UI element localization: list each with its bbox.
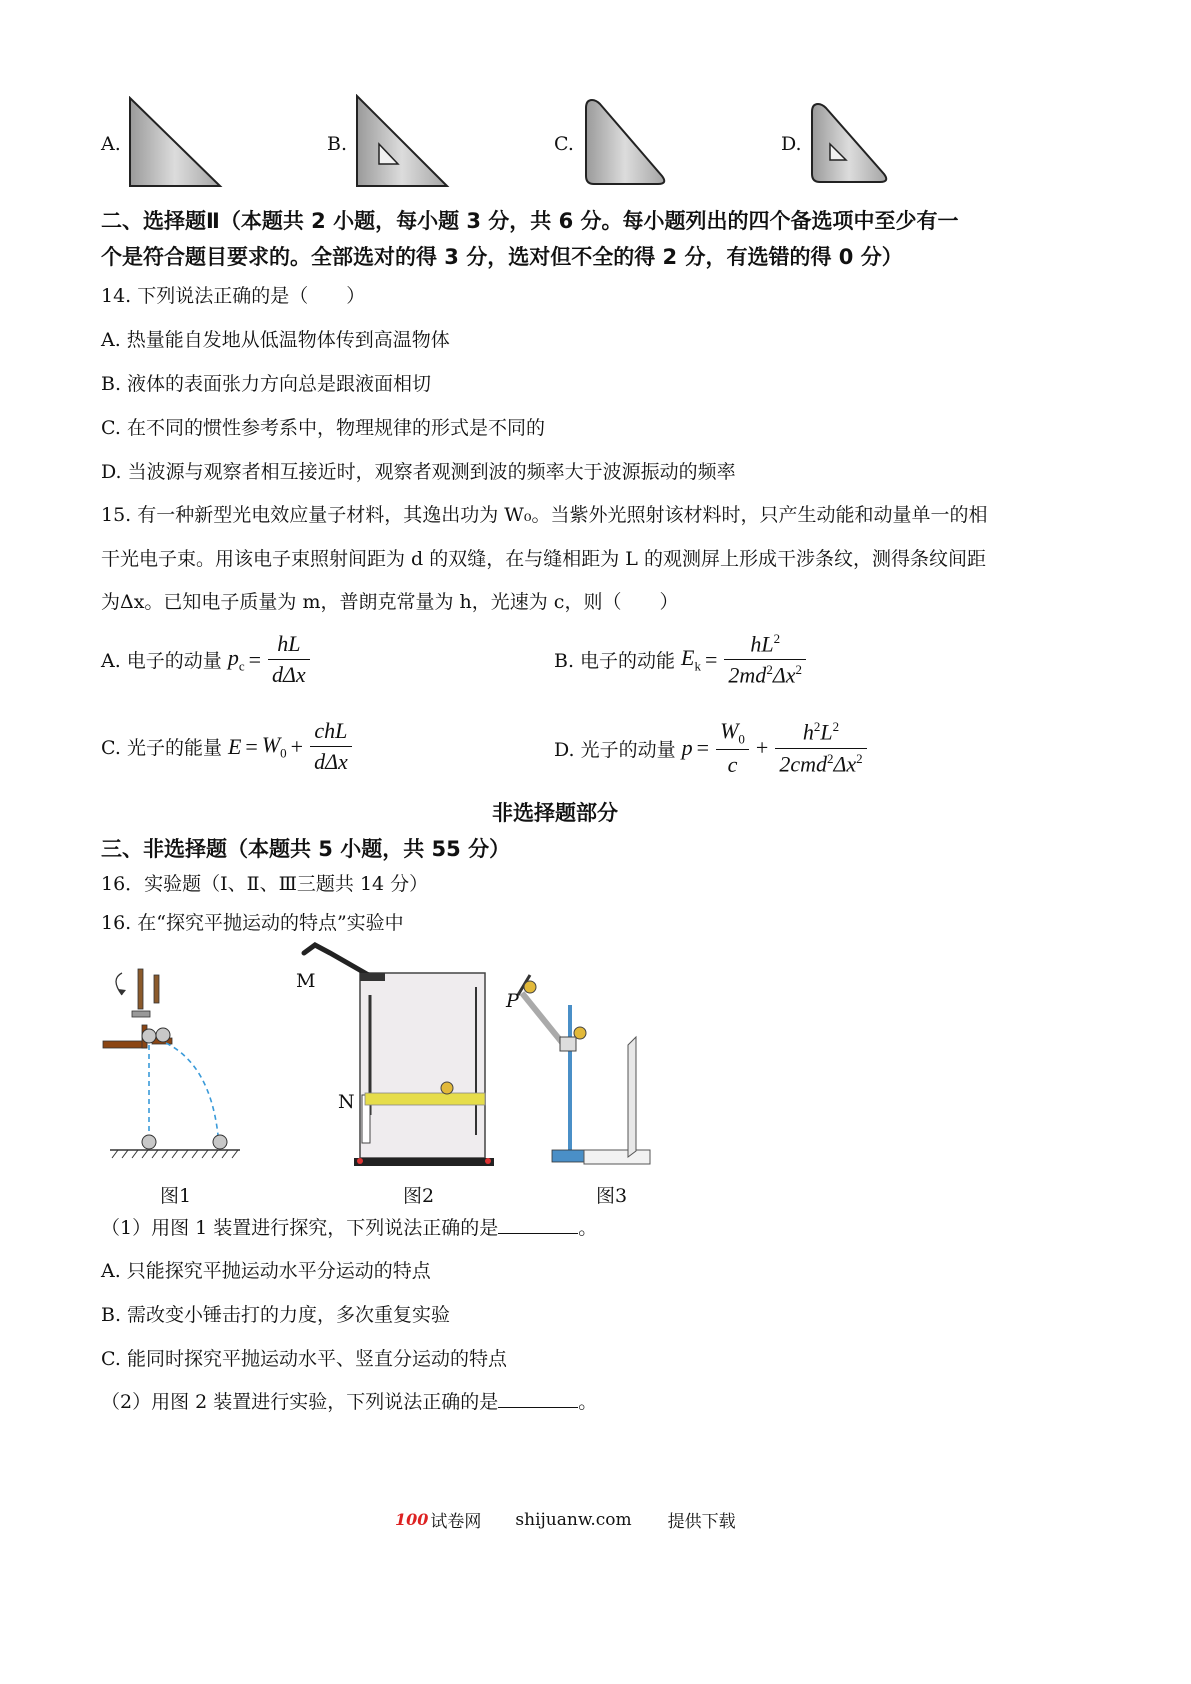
q15-line2: 干光电子束。用该电子束照射间距为 d 的双缝，在与缝相距为 L 的观测屏上形成干涉条纹，测得条纹间距 (101, 548, 986, 570)
q15-option-a-formula: $p_c$ (227, 644, 245, 674)
figure-3-caption: 图3 (596, 1185, 628, 1207)
section3-title: 三、非选择题（本题共 5 小题，共 55 分） (101, 837, 511, 861)
q14-option-b: B. 液体的表面张力方向总是跟液面相切 (101, 373, 432, 395)
option-d-label: D. (781, 133, 802, 155)
q15-option-d: D. 光子的动量 p = $\frac{W_0}{c}$ + $\frac{h^2L^2}{2cmd^2\Delta x^2}$ (554, 718, 870, 778)
label-m: M (296, 970, 316, 992)
q16-sub1-end: 。 (578, 1217, 598, 1239)
q16-sub1 (101, 1213, 597, 1240)
provide-download: 提供下载 (667, 1512, 736, 1532)
q15-option-b: B. 电子的动能 $E_k$ = $\frac{hL^2}{2md^2\Delta x^2}$ (554, 631, 809, 689)
q15-option-a: A. 电子的动量 $p_c$ = $\frac{hL}{\text{dΔx}}$ (101, 631, 313, 688)
section2-line2: 个是符合题目要求的。全部选对的得 3 分，选对但不全的得 2 分，有选错的得 0 分） (101, 245, 903, 269)
q16-sub1-text: （1）用图 1 装置进行探究，下列说法正确的是 (101, 1217, 499, 1239)
triangle-ruler-a (125, 96, 225, 190)
q15-option-b-formula: $E_k$ (681, 645, 701, 674)
q15-option-c-formula: E (227, 733, 242, 759)
q14-stem: 14. 下列说法正确的是（ ） (101, 285, 366, 307)
site-name: 试卷网 (430, 1512, 482, 1532)
non-choice-heading: 非选择题部分 (492, 801, 618, 825)
footer (395, 1507, 736, 1532)
triangle-ruler-d (806, 100, 892, 188)
answer-blank-2[interactable] (498, 1391, 578, 1408)
q15-option-b-text: B. 电子的动能 (554, 650, 676, 673)
answer-blank-1[interactable] (498, 1217, 578, 1234)
figure-1-caption: 图1 (160, 1185, 192, 1207)
q14-option-c: C. 在不同的惯性参考系中，物理规律的形式是不同的 (101, 417, 545, 439)
q15-option-c: C. 光子的能量 E = $W_0$ + $\frac{\text{chL}}{\text{dΔx}}$ (101, 718, 355, 775)
section2-line1: 二、选择题Ⅱ（本题共 2 小题，每小题 3 分，共 6 分。每小题列出的四个备选项中至少有一 (101, 209, 959, 233)
site-logo: 100 (395, 1510, 429, 1529)
option-b-label: B. (327, 133, 348, 155)
option-a-label: A. (101, 133, 121, 155)
figure-1-apparatus (100, 965, 250, 1165)
triangle-ruler-b (352, 94, 452, 190)
q15-line1: 15. 有一种新型光电效应量子材料，其逸出功为 W₀。当紫外光照射该材料时，只产生动能和动量单一的相 (101, 504, 988, 526)
site-url[interactable]: shijuanw.com (515, 1509, 632, 1530)
q14-option-d: D. 当波源与观察者相互接近时，观察者观测到波的频率大于波源振动的频率 (101, 461, 736, 483)
q16-option-b: B. 需改变小锤击打的力度，多次重复实验 (101, 1304, 451, 1326)
figure-3-apparatus (500, 965, 660, 1175)
option-c-label: C. (554, 133, 574, 155)
figure-2-caption: 图2 (403, 1185, 435, 1207)
q15-option-d-formula: p (681, 735, 693, 761)
q16-intro: 16．实验题（Ⅰ、Ⅱ、Ⅲ三题共 14 分） (101, 873, 429, 895)
q16-sub2-end: 。 (578, 1391, 598, 1413)
label-p: P (506, 990, 519, 1012)
q14-option-a: A. 热量能自发地从低温物体传到高温物体 (101, 329, 450, 351)
q16-sub2 (101, 1387, 597, 1414)
q16-option-a: A. 只能探究平抛运动水平分运动的特点 (101, 1260, 431, 1282)
q16-option-c: C. 能同时探究平抛运动水平、竖直分运动的特点 (101, 1348, 507, 1370)
q15-line3: 为Δx。已知电子质量为 m，普朗克常量为 h，光速为 c，则（ ） (101, 591, 679, 613)
q15-option-c-text: C. 光子的能量 (101, 737, 222, 759)
triangle-ruler-c (580, 96, 672, 190)
q15-option-d-text: D. 光子的动量 (554, 738, 676, 761)
q16-sub2-text: （2）用图 2 装置进行实验，下列说法正确的是 (101, 1391, 499, 1413)
figure-2-apparatus (290, 935, 505, 1175)
q15-option-a-text: A. 电子的动量 (101, 650, 222, 672)
q16-stem: 16. 在“探究平抛运动的特点”实验中 (101, 912, 404, 934)
label-n: N (338, 1091, 355, 1113)
